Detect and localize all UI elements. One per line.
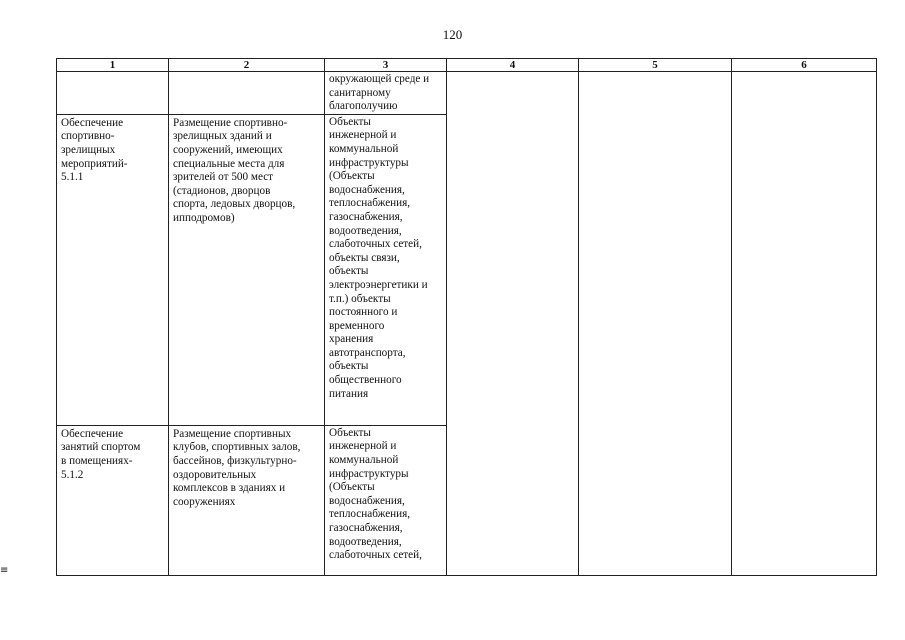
table-cell: Размещение спортивных клубов, спортивных залов, бассейнов, физкультурно- оздоровительных комплексов в зданиях и сооружениях [169, 425, 325, 575]
table-cell [169, 72, 325, 115]
column-header-2: 2 [169, 59, 325, 72]
table-cell [447, 72, 579, 576]
column-header-5: 5 [579, 59, 732, 72]
margin-mark: ≡ [0, 565, 9, 576]
table-cell: Объекты инженерной и коммунальной инфраструктуры (Объекты водоснабжения, теплоснабжения, газоснабжения, водоотведения, слаботочных сетей, объекты связи, объекты электроэнергетики и т.п.) объекты постоянного и временного хранения автотранспорта, объекты общественного питания [325, 114, 447, 425]
table-row [57, 72, 877, 115]
table-cell [579, 72, 732, 576]
table-cell [732, 72, 877, 576]
column-header-4: 4 [447, 59, 579, 72]
column-header-1: 1 [57, 59, 169, 72]
table-cell: Размещение спортивно- зрелищных зданий и сооружений, имеющих специальные места для зрителей от 500 мест (стадионов, дворцов спорта, ледовых дворцов, ипподромов) [169, 114, 325, 425]
table-cell: Обеспечение спортивно- зрелищных мероприятий- 5.1.1 [57, 114, 169, 425]
table-cell: окружающей среде и санитарному благополучию [325, 72, 447, 115]
table-cell: Объекты инженерной и коммунальной инфраструктуры (Объекты водоснабжения, теплоснабжения, газоснабжения, водоотведения, слаботочных сетей, [325, 425, 447, 575]
page-number: 120 [442, 27, 463, 42]
table-cell: Обеспечение занятий спортом в помещениях- 5.1.2 [57, 425, 169, 575]
table-cell [57, 72, 169, 115]
column-header-3: 3 [325, 59, 447, 72]
column-header-6: 6 [732, 59, 877, 72]
document-table [56, 58, 877, 576]
table-header-row [57, 59, 877, 72]
